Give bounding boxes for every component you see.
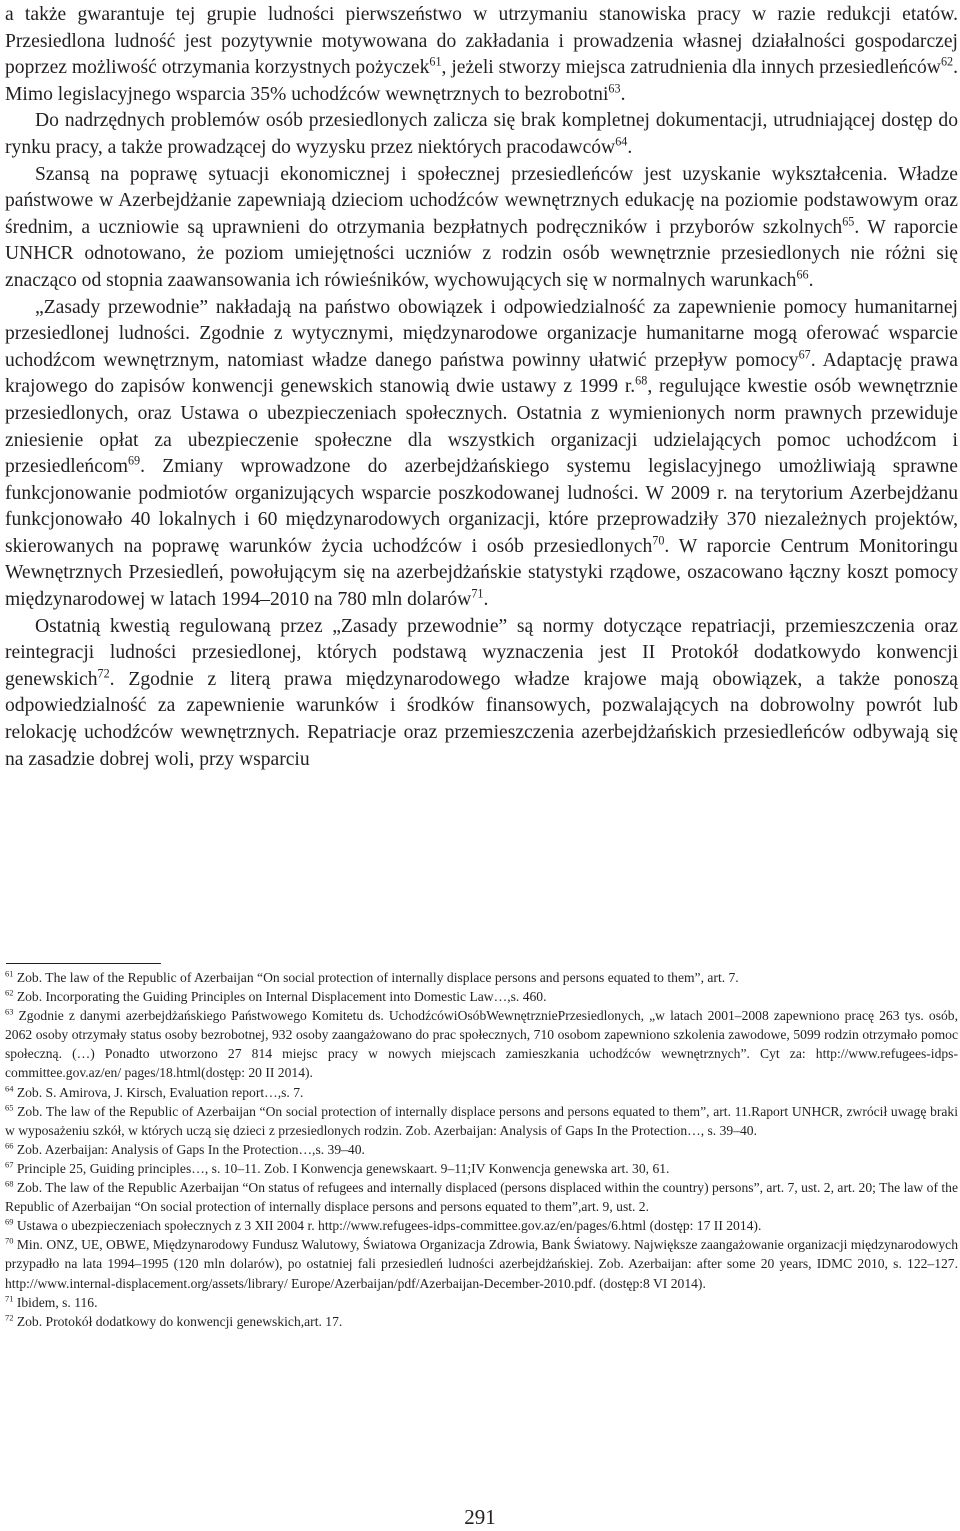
text-run: Ostatnią kwestią regulowaną przez „Zasady przewodnie” są normy dotyczące repatriacji, przemieszczenia oraz reintegracji ludności przesiedlonej, których podstawą wyznaczenia jest II Protokół dodatkowydo konwencji genewskich bbox=[5, 615, 958, 690]
footnote-text: Zob. Azerbaijan: Analysis of Gaps In the Protection…,s. 39–40. bbox=[16, 1141, 365, 1157]
footnote-ref: 71 bbox=[471, 586, 484, 601]
text-run: . bbox=[620, 83, 626, 105]
text-run: Szansą na poprawę sytuacji ekonomicznej i społecznej przesiedleńców jest uzyskanie wykształcenia. Władze państwowe w Azerbejdżanie zapewniają dzieciom uchodźców wewnętrznych edukację na poziomie podstawowym oraz średnim, a uczniowie są uprawnieni do otrzymania bezpłatnych podręczników i przyborów szkolnych bbox=[5, 163, 958, 238]
text-run: . Zgodnie z literą prawa międzynarodowego władze krajowe mają obowiązek, a także ponoszą odpowiedzialność za zapewnienie warunków i środków finansowych, pozwalających na dobrowolny powrót lub relokację uchodźców wewnętrznych. Repatriacje oraz przemieszczenia azerbejdżańskich przesiedleńców odbywają się na zasadzie dobrej woli, przy wsparciu bbox=[5, 668, 958, 770]
text-run: a także gwarantuje tej grupie ludności pierwszeństwo w utrzymaniu stanowiska pracy w razie redukcji etatów. Przesiedlona ludność jest pozytywnie motywowana do zakładania i prowadzenia własnej działalności gospodarczej poprzez możliwość otrzymania korzystnych pożyczek bbox=[5, 4, 958, 79]
footnote-text: Zob. The law of the Republic of Azerbaijan “On social protection of internally displace persons and persons equated to them”, art. 7. bbox=[16, 970, 739, 985]
footnote-number: 64 bbox=[5, 1083, 14, 1094]
footnote bbox=[5, 1159, 958, 1178]
body-paragraph bbox=[5, 2, 958, 108]
footnote-text: Ustawa o ubezpieczeniach społecznych z 3 XII 2004 r. http://www.refugees-idps-committee.gov.az/en/pages/6.html (dostęp: 17 II 2014). bbox=[16, 1218, 762, 1234]
footnote-text: Zob. The law of the Republic Azerbaijan “On status of refugees and internally displaced (persons displaced within the country) persons”, art. 7, ust. 2, art. 20; The law of the Republic of Azerbaijan “On social protection of internally displace persons and persons equated to them”,art. 9, ust. 2. bbox=[5, 1180, 958, 1215]
text-run: „Zasady przewodnie” nakładają na państwo obowiązek i odpowiedzialność za zapewnienie pomocy humanitarnej przesiedlonej ludności. Zgodnie z wytycznymi, międzynarodowe organizacje humanitarne mogą oferować wsparcie uchodźcom wewnętrznym, natomiast władze danego państwa powinny ułatwić przepływ pomocy bbox=[5, 296, 958, 371]
footnote-separator bbox=[6, 963, 161, 964]
footnote bbox=[5, 1178, 958, 1216]
text-run: Do nadrzędnych problemów osób przesiedlonych zalicza się brak kompletnej dokumentacji, utrudniającej dostęp do rynku pracy, a także prowadzącej do wyzysku przez niektórych pracodawców bbox=[5, 110, 958, 158]
footnote-ref: 65 bbox=[842, 214, 855, 229]
text-run: . bbox=[483, 589, 489, 611]
footnote-number: 67 bbox=[5, 1159, 14, 1170]
footnote-text: Zob. S. Amirova, J. Kirsch, Evaluation report…,s. 7. bbox=[16, 1084, 304, 1100]
footnote-text: Zob. Protokół dodatkowy do konwencji genewskich,art. 17. bbox=[16, 1313, 343, 1329]
text-run: . W raporcie UNHCR odnotowano, że poziom umiejętności uczniów z rodzin osób wewnętrznie przesiedlonych nie różni się znacząco od stopnia zaawansowania ich rówieśników, wychowujących się w normalnych warunkach bbox=[5, 216, 958, 291]
footnote-text: Principle 25, Guiding principles…, s. 10–11. Zob. I Konwencja genewskaart. 9–11;IV Konwencja genewska art. 30, 61. bbox=[16, 1160, 670, 1176]
footnote bbox=[5, 1312, 958, 1331]
footnote-text: Ibidem, s. 116. bbox=[16, 1294, 98, 1310]
footnote bbox=[5, 1235, 958, 1292]
footnote-ref: 64 bbox=[615, 134, 628, 149]
footnote-number: 70 bbox=[5, 1235, 14, 1246]
footnote-ref: 61 bbox=[429, 54, 442, 69]
footnote-number: 71 bbox=[5, 1293, 14, 1304]
footnote-text: Min. ONZ, UE, OBWE, Międzynarodowy Fundusz Walutowy, Światowa Organizacja Zdrowia, Bank Światowy. Największe zaangażowanie organizacji międzynarodowych przypadło na lata 1994–1995 (120 mln dolarów), po ostatniej fali przesiedleń ludności azerbejdżańskiej. Zob. Azerbaijan: after some 20 years, IDMC 2010, s. 122–127. http://www.internal-displacement.org/assets/library/ Europe/Azerbaijan/pdf/Azerbaijan-December-2010.pdf. (dostęp:8 VI 2014). bbox=[5, 1237, 958, 1291]
footnote-text: Zob. The law of the Republic of Azerbaijan “On social protection of internally displace persons and persons equated to them”, art. 11.Raport UNHCR, zwrócił uwagę braki w wyposażeniu szkół, w których uczą się dzieci z przesiedlonych rodzin. Zob. Azerbaijan: Analysis of Gaps In the Protection…, s. 39–40. bbox=[5, 1103, 958, 1138]
footnote-number: 61 bbox=[5, 968, 14, 979]
text-run: . bbox=[627, 136, 633, 158]
footnote-number: 68 bbox=[5, 1178, 14, 1189]
text-run: . Adaptację prawa krajowego do zapisów konwencji genewskich stanowią dwie ustawy z 1999 r. bbox=[5, 349, 958, 398]
footnote-ref: 66 bbox=[796, 267, 809, 282]
footnote bbox=[5, 987, 958, 1006]
page-number: 291 bbox=[464, 1505, 496, 1529]
footnote-number: 62 bbox=[5, 987, 14, 998]
footnote-ref: 62 bbox=[940, 54, 954, 69]
text-run: . Zmiany wprowadzone do azerbejdżańskiego systemu legislacyjnego umożliwiają sprawne funkcjonowanie podmiotów organizujących wsparcie poszkodowanej ludności. W 2009 r. na terytorium Azerbejdżanu funkcjonowało 40 lokalnych i 60 międzynarodowych organizacji, które przeprowadziły 370 niezależnych projektów, skierowanych na poprawę warunków życia uchodźców i osób przesiedlonych bbox=[5, 456, 958, 557]
text-run: , jeżeli stworzy miejsca zatrudnienia dla innych przesiedleńców bbox=[441, 57, 941, 79]
footnote bbox=[5, 1006, 958, 1082]
footnote-ref: 70 bbox=[652, 533, 665, 548]
footnote bbox=[5, 968, 958, 987]
body-paragraph bbox=[5, 614, 958, 774]
text-run: . Mimo legislacyjnego wsparcia 35% uchodźców wewnętrznych to bezrobotni bbox=[5, 57, 959, 105]
footnote-ref: 67 bbox=[798, 347, 811, 362]
footnote-number: 65 bbox=[5, 1102, 14, 1113]
footnote-ref: 69 bbox=[127, 453, 141, 468]
footnote bbox=[5, 1140, 958, 1159]
footnote-number: 66 bbox=[5, 1140, 14, 1151]
footnote-ref: 63 bbox=[608, 81, 621, 96]
footnote-number: 69 bbox=[5, 1216, 14, 1227]
text-run: . bbox=[808, 269, 814, 291]
body-paragraph bbox=[5, 162, 958, 295]
footnote-text: Zgodnie z danymi azerbejdżańskiego Państwowego Komitetu ds. UchodźcówiOsóbWewnętrzniePrzesiedlonych, „w latach 2001–2008 zapewniono pracę 263 tys. osób, 2062 osoby otrzymały status osoby bezrobotnej, 932 osoby zaangażowano do prac społecznych, 710 osobom zapewniono szkolenia zawodowe, 5099 rodzin otrzymało pomoc społeczną. (…) Ponadto utworzono 27 814 miejsc pracy w nowych miejscach zamieszkania uchodźców wewnętrznych”. Cyt za: http://www.refugees-idps-committee.gov.az/en/ pages/18.html(dostęp: 20 II 2014). bbox=[5, 1008, 958, 1081]
text-run: , regulujące kwestie osób wewnętrznie przesiedlonych, oraz Ustawa o ubezpieczeniach społecznych. Ostatnia z wymienionych norm prawnych przewiduje zniesienie opłat za ubezpieczenie społeczne dla wszystkich organizacji udzielających pomoc uchodźcom i przesiedleńcom bbox=[5, 376, 958, 478]
text-run: . W raporcie Centrum Monitoringu Wewnętrznych Przesiedleń, powołującym się na azerbejdżańskie statystyki rządowe, oszacowano łączny koszt pomocy międzynarodowej w latach 1994–2010 na 780 mln dolarów bbox=[5, 535, 958, 611]
footnote-text: Zob. Incorporating the Guiding Principles on Internal Displacement into Domestic Law…,s. 460. bbox=[16, 989, 547, 1005]
footnote bbox=[5, 1216, 958, 1235]
footnotes bbox=[5, 968, 958, 1331]
body-paragraph bbox=[5, 108, 958, 161]
footnote-number: 63 bbox=[5, 1006, 14, 1017]
footnote bbox=[5, 1293, 958, 1312]
footnote bbox=[5, 1083, 958, 1102]
footnote-ref: 68 bbox=[635, 373, 648, 388]
body-paragraph bbox=[5, 295, 958, 614]
footnote-ref: 72 bbox=[97, 666, 110, 681]
footnote-number: 72 bbox=[5, 1312, 14, 1323]
main-text bbox=[5, 2, 958, 773]
footnote bbox=[5, 1102, 958, 1140]
